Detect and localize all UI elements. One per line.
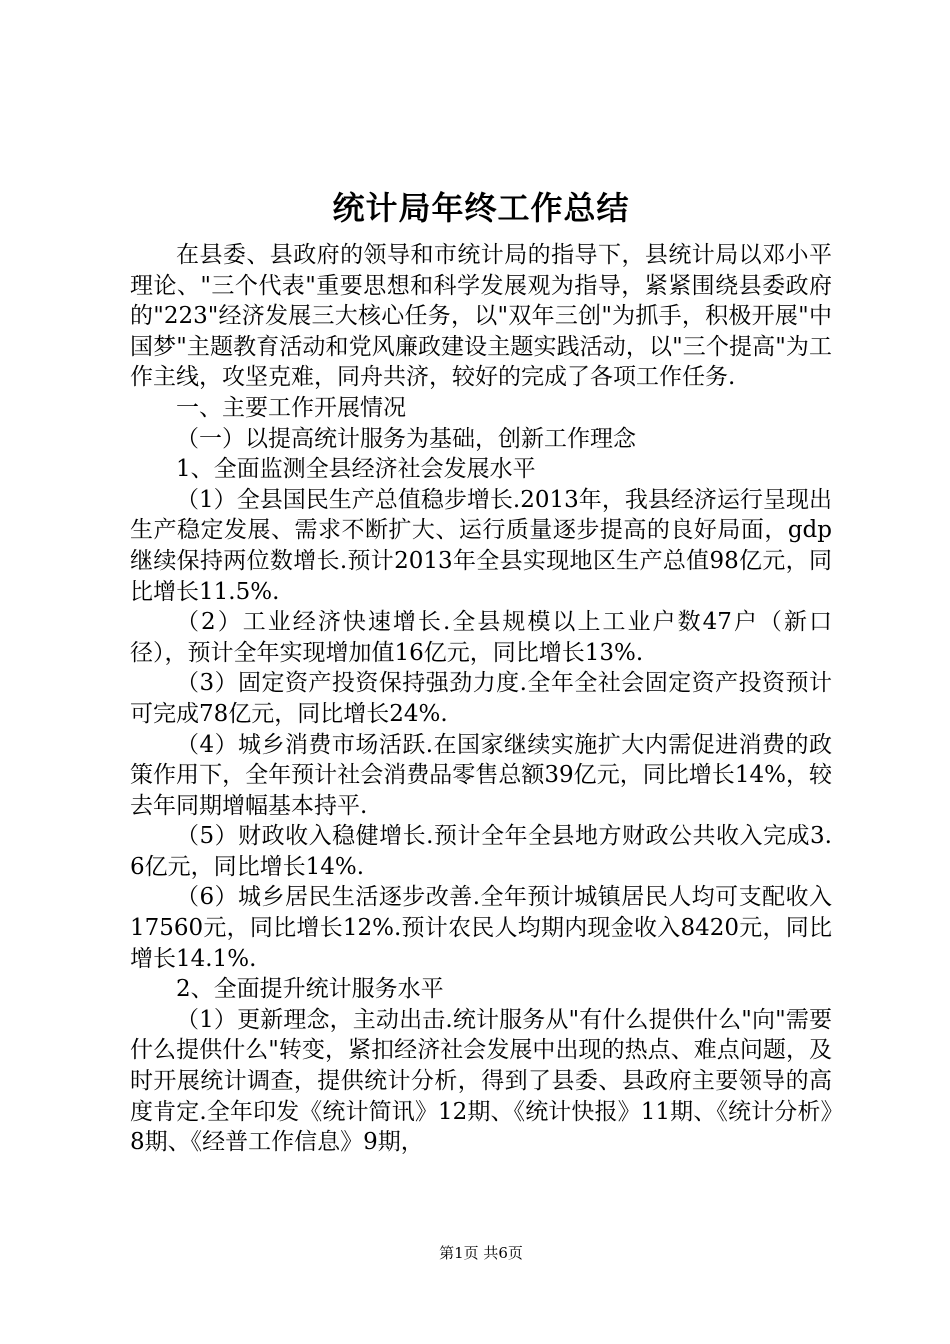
paragraph-revenue: （5）财政收入稳健增长.预计全年全县地方财政公共收入完成3.6亿元，同比增长14%. [130, 823, 832, 880]
item-heading-1: 1、全面监测全县经济社会发展水平 [176, 456, 536, 483]
document-title: 统计局年终工作总结 [332, 189, 630, 227]
page-footer: 第1页 共6页 [439, 1244, 523, 1262]
paragraph-service: （1）更新理念，主动出击.统计服务从"有什么提供什么"向"需要什么提供什么"转变，紧扣经济社会发展中出现的热点、难点问题，及时开展统计调查，提供统计分析，得到了县委、县政府主要领导的高度肯定.全年印发《统计简讯》12期、《统计快报》11期、《统计分析》8期、《经普工作信息》9期， [130, 1006, 832, 1156]
paragraph-investment: （3）固定资产投资保持强劲力度.全年全社会固定资产投资预计可完成78亿元，同比增长24%. [130, 670, 832, 727]
paragraph-gdp: （1）全县国民生产总值稳步增长.2013年，我县经济运行呈现出生产稳定发展、需求不断扩大、运行质量逐步提高的良好局面，gdp继续保持两位数增长.预计2013年全县实现地区生产总值98亿元，同比增长11.5%. [130, 486, 832, 605]
intro-paragraph: 在县委、县政府的领导和市统计局的指导下，县统计局以邓小平理论、"三个代表"重要思想和科学发展观为指导，紧紧围绕县委政府的"223"经济发展三大核心任务，以"双年三创"为抓手，积极开展"中国梦"主题教育活动和党风廉政建设主题实践活动，以"三个提高"为工作主线，攻坚克难，同舟共济，较好的完成了各项工作任务. [130, 242, 832, 391]
item-heading-2: 2、全面提升统计服务水平 [176, 976, 444, 1003]
section-heading-1: 一、主要工作开展情况 [176, 394, 406, 421]
paragraph-industry: （2）工业经济快速增长.全县规模以上工业户数47户（新口径），预计全年实现增加值16亿元，同比增长13%. [130, 609, 832, 666]
paragraph-consumption: （4）城乡消费市场活跃.在国家继续实施扩大内需促进消费的政策作用下，全年预计社会消费品零售总额39亿元，同比增长14%，较去年同期增幅基本持平. [130, 731, 832, 819]
paragraph-income: （6）城乡居民生活逐步改善.全年预计城镇居民人均可支配收入17560元，同比增长12%.预计农民人均期内现金收入8420元，同比增长14.1%. [130, 884, 832, 972]
document-body [130, 240, 832, 1158]
document-page [130, 0, 832, 1344]
subsection-heading-1: （一）以提高统计服务为基础，创新工作理念 [176, 425, 636, 452]
